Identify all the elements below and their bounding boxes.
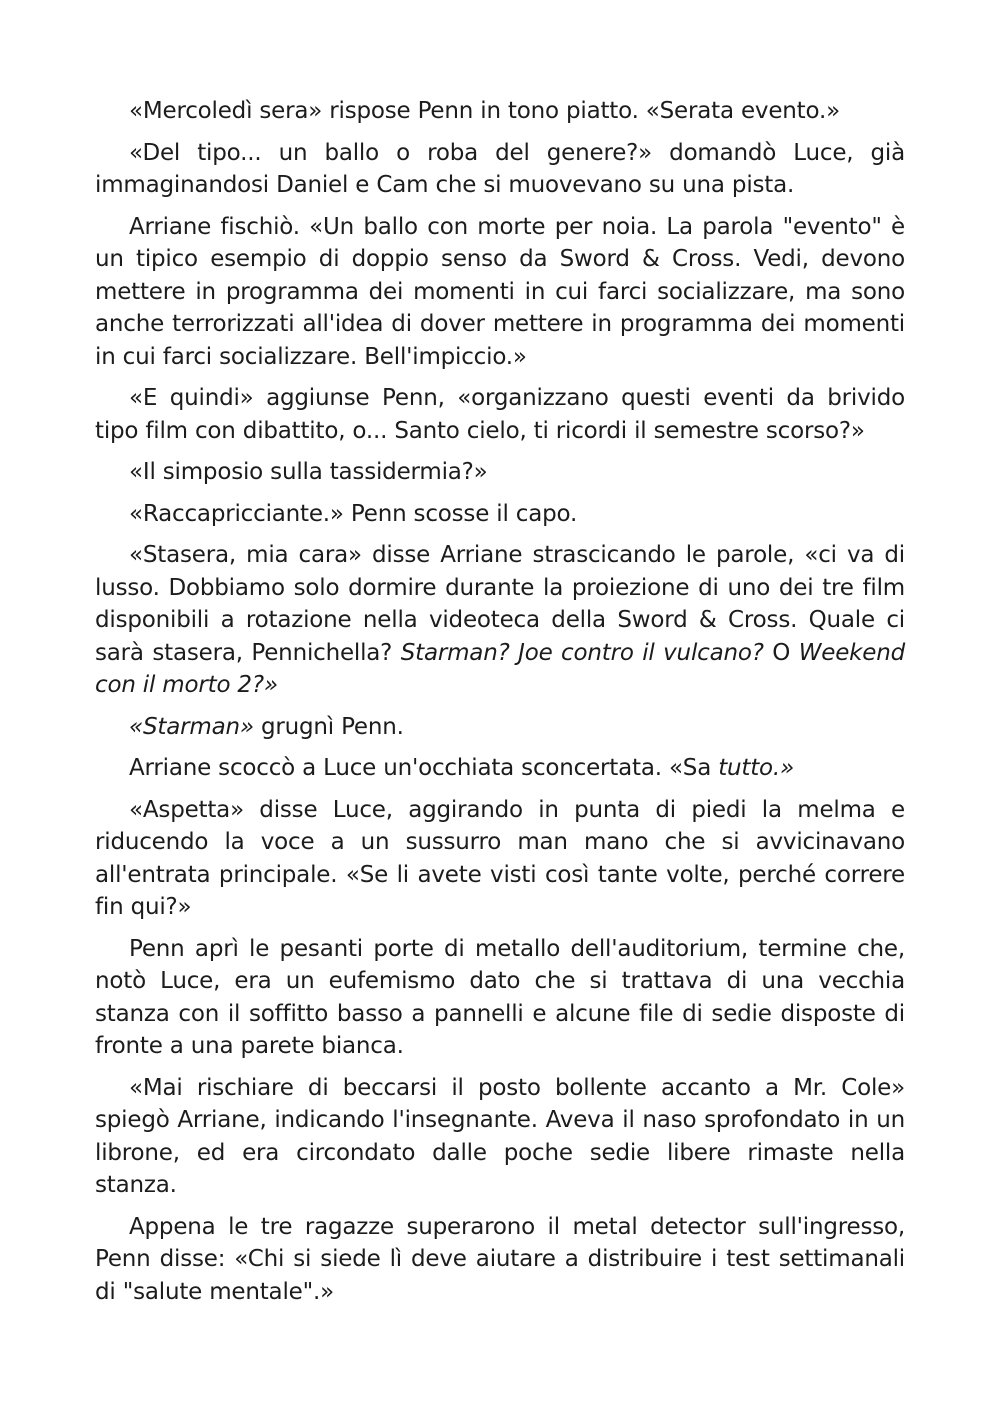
text-segment: grugnì Penn. — [253, 713, 404, 740]
book-page — [95, 95, 905, 1317]
paragraph — [95, 95, 905, 128]
paragraph — [95, 539, 905, 702]
text-segment: «Stasera, mia cara» disse Arriane strascicando le parole, «ci va di lusso. Dobbiamo solo dormire durante la proiezione di uno dei tre film disponibili a rotazione nella videoteca della Sword & Cross. Quale ci sarà stasera, Pennichella? — [95, 542, 905, 666]
text-segment: «E quindi» aggiunse Penn, «organizzano questi eventi da brivido tipo film con dibattito, o... Santo cielo, ti ricordi il semestre scorso?» — [95, 385, 905, 444]
italic-text: Starman? Joe contro il vulcano? — [400, 639, 764, 666]
text-segment: Penn aprì le pesanti porte di metallo dell'auditorium, termine che, notò Luce, era un eufemismo dato che si trattava di una vecchia stanza con il soffitto basso a pannelli e alcune file di sedie disposte di fronte a una parete bianca. — [95, 935, 905, 1059]
paragraph — [95, 1211, 905, 1309]
paragraph — [95, 211, 905, 374]
paragraph — [95, 752, 905, 785]
paragraph — [95, 382, 905, 447]
text-segment: O — [763, 639, 799, 666]
text-segment: «Del tipo... un ballo o roba del genere?» domandò Luce, già immaginandosi Daniel e Cam che si muovevano su una pista. — [95, 139, 905, 198]
paragraph — [95, 794, 905, 924]
text-segment: «Mai rischiare di beccarsi il posto bollente accanto a Mr. Cole» spiegò Arriane, indicando l'insegnante. Aveva il naso sprofondato in un librone, ed era circondato dalle poche sedie libere rimaste nella stanza. — [95, 1074, 905, 1198]
text-segment: «Mercoledì sera» rispose Penn in tono piatto. «Serata evento.» — [129, 98, 840, 124]
paragraph — [95, 1072, 905, 1202]
paragraph — [95, 498, 905, 531]
italic-text: «Starman» — [129, 713, 254, 740]
paragraph — [95, 137, 905, 202]
text-segment: «Aspetta» disse Luce, aggirando in punta di piedi la melma e riducendo la voce a un sussurro man mano che si avvicinavano all'entrata principale. «Se li avete visti così tante volte, perché correre fin qui?» — [95, 796, 905, 920]
paragraph — [95, 456, 905, 489]
italic-text: tutto.» — [718, 755, 795, 781]
text-segment: Arriane scoccò a Luce un'occhiata sconcertata. «Sa — [129, 755, 719, 781]
text-segment: «Il simposio sulla tassidermia?» — [129, 459, 488, 485]
paragraph — [95, 711, 905, 744]
text-segment: Appena le tre ragazze superarono il metal detector sull'ingresso, Penn disse: «Chi si siede lì deve aiutare a distribuire i test settimanali di "salute mentale".» — [95, 1213, 905, 1305]
text-segment: Arriane fischiò. «Un ballo con morte per noia. La parola "evento" è un tipico esempio di doppio senso da Sword & Cross. Vedi, devono mettere in programma dei momenti in cui farci socializzare, ma sono anche terrorizzati all'idea di dover mettere in programma dei momenti in cui farci socializzare. Bell'impiccio.» — [95, 213, 905, 370]
italic-text: Weekend con il morto 2?» — [95, 639, 906, 698]
paragraph — [95, 933, 905, 1063]
text-segment: «Raccapricciante.» Penn scosse il capo. — [129, 500, 578, 527]
